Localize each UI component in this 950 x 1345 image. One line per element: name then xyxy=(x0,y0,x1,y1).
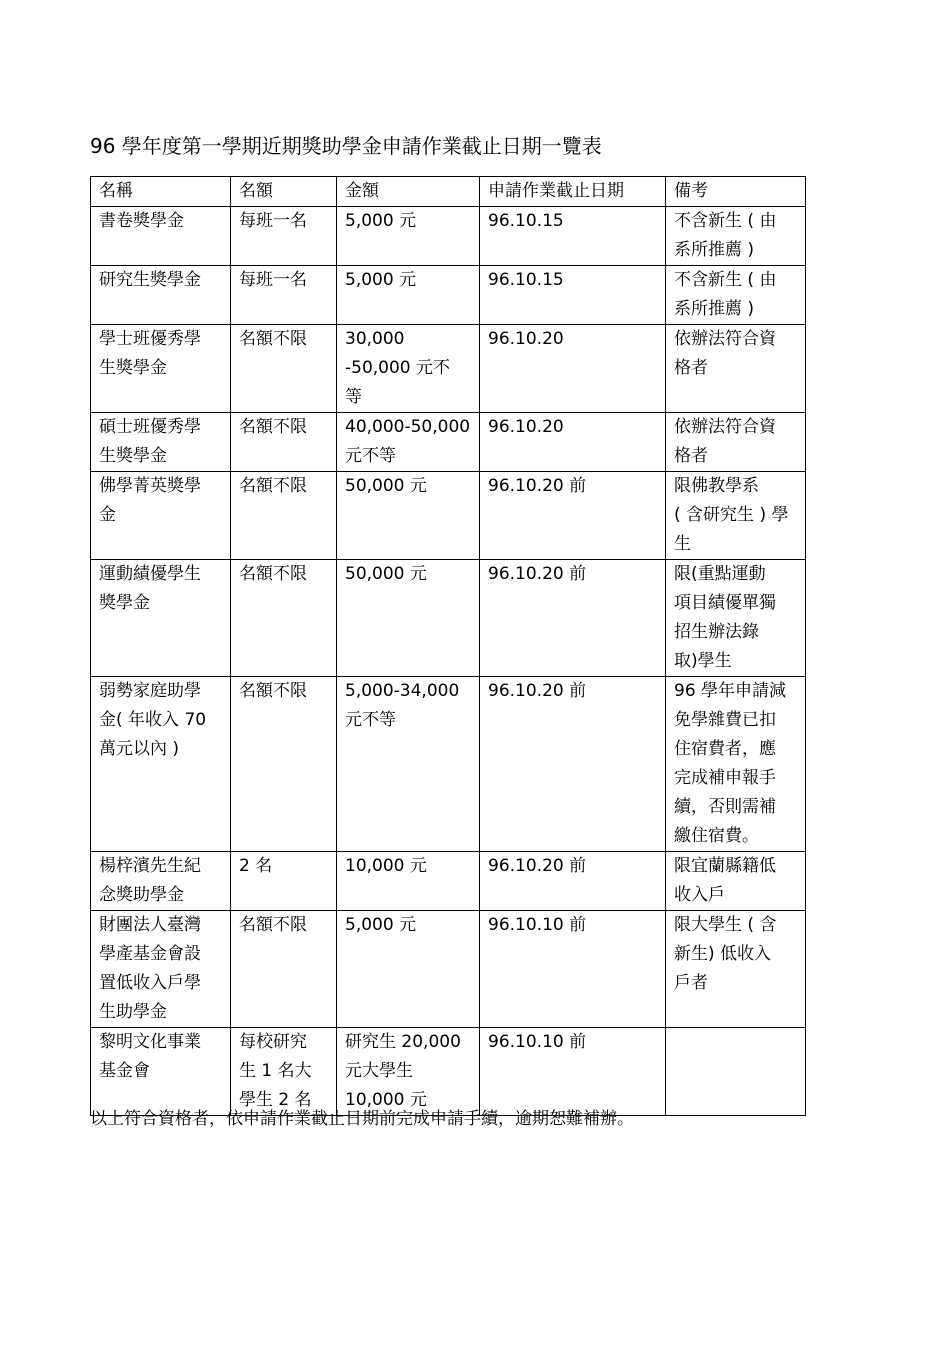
cell-deadline xyxy=(480,266,666,325)
cell-text-line: 收入戶 xyxy=(674,885,725,905)
cell-text-line: 格者 xyxy=(674,358,708,378)
cell-text-line: 生獎學金 xyxy=(99,358,167,378)
cell-text-line: 格者 xyxy=(674,446,708,466)
cell-name xyxy=(91,852,231,911)
cell-amount xyxy=(337,1028,480,1116)
cell-text-line: 名額不限 xyxy=(239,417,307,437)
cell-text-line: 96.10.20 前 xyxy=(488,564,587,584)
cell-text-line: 學生 2 名 xyxy=(239,1090,312,1110)
cell-text-line: 念獎助學金 xyxy=(99,885,184,905)
cell-text-line: 5,000 元 xyxy=(345,270,417,290)
cell-text-line: ( 含研究生 ) 學 xyxy=(674,505,789,525)
cell-text-line: 96.10.15 xyxy=(488,211,564,231)
cell-text-line: 名額不限 xyxy=(239,329,307,349)
cell-text-line: 獎學金 xyxy=(99,593,150,613)
cell-text-line: 名額不限 xyxy=(239,564,307,584)
cell-text-line: 96.10.20 前 xyxy=(488,681,587,701)
cell-quota xyxy=(231,325,337,413)
cell-remarks xyxy=(666,852,806,911)
cell-text-line: 30,000 xyxy=(345,329,405,349)
cell-text-line: 5,000 元 xyxy=(345,915,417,935)
cell-text-line: 每班一名 xyxy=(239,270,307,290)
cell-name xyxy=(91,413,231,472)
cell-text-line: 系所推薦 ) xyxy=(674,299,755,319)
cell-text-line: 等 xyxy=(345,387,362,407)
header-remarks: 備考 xyxy=(666,177,806,207)
cell-deadline xyxy=(480,413,666,472)
cell-quota xyxy=(231,1028,337,1116)
cell-text-line: 依辦法符合資 xyxy=(674,417,776,437)
header-quota: 名額 xyxy=(231,177,337,207)
cell-remarks xyxy=(666,677,806,852)
header-amount: 金額 xyxy=(337,177,480,207)
table-row xyxy=(91,560,806,677)
cell-text-line: 生獎學金 xyxy=(99,446,167,466)
table-row xyxy=(91,852,806,911)
cell-quota xyxy=(231,911,337,1028)
cell-text-line: 96.10.20 xyxy=(488,329,564,349)
cell-text-line: 運動績優學生 xyxy=(99,564,201,584)
cell-quota xyxy=(231,560,337,677)
footer-note: 以上符合資格者，依申請作業截止日期前完成申請手續，逾期恕難補辦。 xyxy=(90,1109,634,1129)
cell-quota xyxy=(231,472,337,560)
cell-text-line: 96.10.10 前 xyxy=(488,915,587,935)
cell-name xyxy=(91,266,231,325)
cell-remarks xyxy=(666,207,806,266)
cell-text-line: 限大學生 ( 含 xyxy=(674,915,777,935)
table-row xyxy=(91,207,806,266)
cell-text-line: 10,000 元 xyxy=(345,856,427,876)
cell-text-line: 96.10.20 前 xyxy=(488,856,587,876)
header-name: 名稱 xyxy=(91,177,231,207)
cell-text-line: 新生) 低收入 xyxy=(674,944,772,964)
cell-text-line: 不含新生 ( 由 xyxy=(674,211,777,231)
cell-text-line: 50,000 元 xyxy=(345,564,427,584)
cell-text-line: 佛學菁英獎學 xyxy=(99,476,201,496)
cell-text-line: 名額不限 xyxy=(239,681,307,701)
table-row xyxy=(91,472,806,560)
cell-text-line: 免學雜費已扣 xyxy=(674,710,776,730)
cell-quota xyxy=(231,852,337,911)
cell-text-line: 生 1 名大 xyxy=(239,1061,312,1081)
cell-text-line: 元不等 xyxy=(345,446,396,466)
cell-text-line: 元大學生 xyxy=(345,1061,413,1081)
cell-deadline xyxy=(480,852,666,911)
cell-name xyxy=(91,207,231,266)
cell-amount xyxy=(337,677,480,852)
cell-remarks xyxy=(666,413,806,472)
cell-text-line: 學產基金會設 xyxy=(99,944,201,964)
scholarship-deadline-table xyxy=(90,176,806,1116)
cell-text-line: 不含新生 ( 由 xyxy=(674,270,777,290)
cell-text-line: 96.10.15 xyxy=(488,270,564,290)
cell-text-line: 研究生 20,000 xyxy=(345,1032,461,1052)
cell-text-line: -50,000 元不 xyxy=(345,358,451,378)
cell-name xyxy=(91,560,231,677)
cell-text-line: 書卷獎學金 xyxy=(99,211,184,231)
cell-deadline xyxy=(480,911,666,1028)
cell-text-line: 財團法人臺灣 xyxy=(99,915,201,935)
cell-deadline xyxy=(480,1028,666,1116)
cell-remarks xyxy=(666,1028,806,1116)
cell-text-line: 96.10.10 前 xyxy=(488,1032,587,1052)
cell-text-line: 每班一名 xyxy=(239,211,307,231)
cell-quota xyxy=(231,207,337,266)
cell-remarks xyxy=(666,325,806,413)
cell-text-line: 名額不限 xyxy=(239,476,307,496)
cell-text-line: 限(重點運動 xyxy=(674,564,766,584)
table-row xyxy=(91,1028,806,1116)
cell-amount xyxy=(337,325,480,413)
cell-text-line: 完成補申報手 xyxy=(674,768,776,788)
cell-text-line: 2 名 xyxy=(239,856,273,876)
cell-text-line: 元不等 xyxy=(345,710,396,730)
cell-text-line: 10,000 元 xyxy=(345,1090,427,1110)
cell-text-line: 住宿費者，應 xyxy=(674,739,776,759)
cell-text-line: 96.10.20 前 xyxy=(488,476,587,496)
cell-text-line: 5,000-34,000 xyxy=(345,681,460,701)
cell-deadline xyxy=(480,472,666,560)
cell-text-line: 5,000 元 xyxy=(345,211,417,231)
table-body xyxy=(91,207,806,1116)
cell-quota xyxy=(231,677,337,852)
cell-text-line: 戶者 xyxy=(674,973,708,993)
cell-text-line: 碩士班優秀學 xyxy=(99,417,201,437)
cell-name xyxy=(91,325,231,413)
cell-text-line: 繳住宿費。 xyxy=(674,826,759,846)
cell-name xyxy=(91,677,231,852)
cell-text-line: 依辦法符合資 xyxy=(674,329,776,349)
cell-text-line: 96 學年申請減 xyxy=(674,681,787,701)
table-row xyxy=(91,325,806,413)
cell-text-line: 96.10.20 xyxy=(488,417,564,437)
cell-name xyxy=(91,1028,231,1116)
cell-deadline xyxy=(480,560,666,677)
cell-text-line: 50,000 元 xyxy=(345,476,427,496)
cell-text-line: 40,000-50,000 xyxy=(345,417,471,437)
header-deadline: 申請作業截止日期 xyxy=(480,177,666,207)
cell-amount xyxy=(337,413,480,472)
table-row xyxy=(91,266,806,325)
cell-text-line: 黎明文化事業 xyxy=(99,1032,201,1052)
table-row xyxy=(91,413,806,472)
table-row xyxy=(91,677,806,852)
cell-text-line: 弱勢家庭助學 xyxy=(99,681,201,701)
cell-text-line: 取)學生 xyxy=(674,651,732,671)
cell-text-line: 基金會 xyxy=(99,1061,150,1081)
cell-text-line: 置低收入戶學 xyxy=(99,973,201,993)
cell-text-line: 招生辦法錄 xyxy=(674,622,759,642)
cell-text-line: 萬元以內 ) xyxy=(99,739,180,759)
cell-text-line: 金( 年收入 70 xyxy=(99,710,207,730)
cell-amount xyxy=(337,911,480,1028)
cell-remarks xyxy=(666,560,806,677)
cell-text-line: 限佛教學系 xyxy=(674,476,759,496)
cell-text-line: 學士班優秀學 xyxy=(99,329,201,349)
table-row xyxy=(91,911,806,1028)
cell-text-line: 每校研究 xyxy=(239,1032,307,1052)
cell-remarks xyxy=(666,472,806,560)
cell-text-line: 續，否則需補 xyxy=(674,797,776,817)
table-header-row xyxy=(91,177,806,207)
cell-text-line: 金 xyxy=(99,505,116,525)
cell-amount xyxy=(337,852,480,911)
cell-text-line: 生助學金 xyxy=(99,1002,167,1022)
cell-name xyxy=(91,911,231,1028)
cell-text-line: 生 xyxy=(674,534,691,554)
cell-amount xyxy=(337,266,480,325)
cell-quota xyxy=(231,266,337,325)
cell-text-line: 項目績優單獨 xyxy=(674,593,776,613)
cell-text-line: 名額不限 xyxy=(239,915,307,935)
cell-amount xyxy=(337,207,480,266)
cell-deadline xyxy=(480,207,666,266)
cell-remarks xyxy=(666,266,806,325)
cell-amount xyxy=(337,560,480,677)
cell-name xyxy=(91,472,231,560)
cell-quota xyxy=(231,413,337,472)
cell-deadline xyxy=(480,677,666,852)
cell-text-line: 限宜蘭縣籍低 xyxy=(674,856,776,876)
cell-text-line: 系所推薦 ) xyxy=(674,240,755,260)
cell-deadline xyxy=(480,325,666,413)
cell-amount xyxy=(337,472,480,560)
page-title: 96 學年度第一學期近期獎助學金申請作業截止日期一覽表 xyxy=(90,134,602,158)
cell-remarks xyxy=(666,911,806,1028)
cell-text-line: 楊梓濱先生紀 xyxy=(99,856,201,876)
cell-text-line: 研究生獎學金 xyxy=(99,270,201,290)
